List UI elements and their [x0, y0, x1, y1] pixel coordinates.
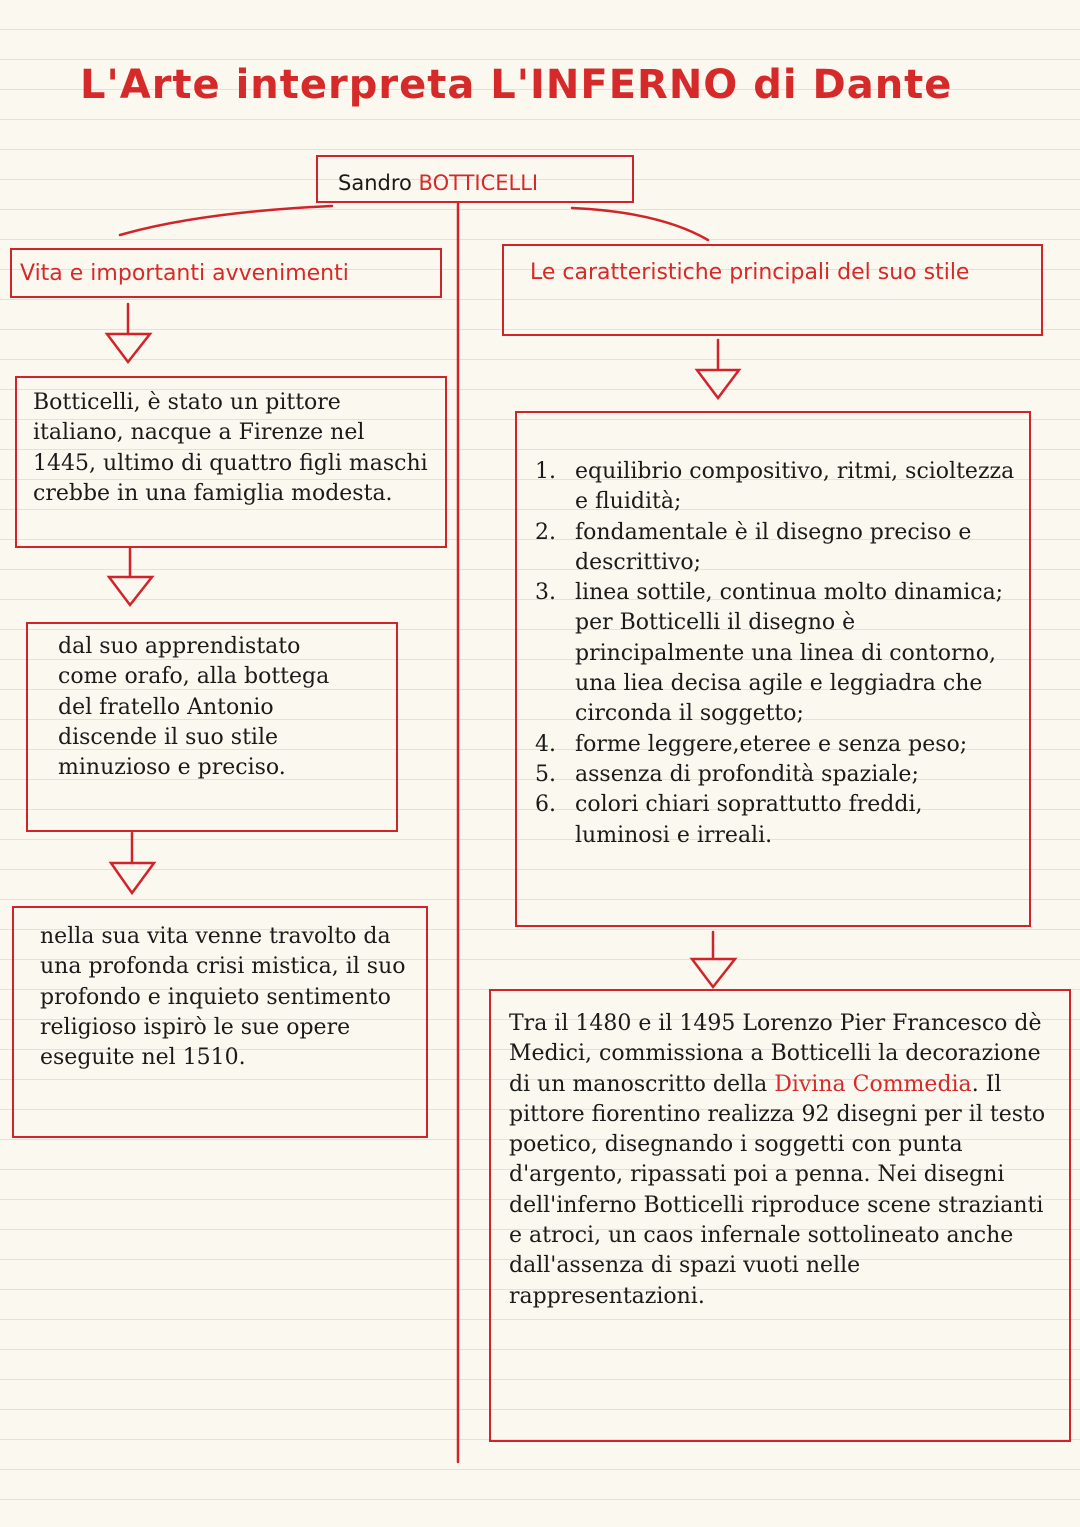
list-item: 3. linea sottile, continua molto dinamica; per Botticelli il disegno è principalmente una linea di contorno, una liea decisa agile e leggiadra che circonda il soggetto;	[535, 580, 1004, 727]
list-item: 1. equilibrio compositivo, ritmi, scioltezza e fluidità;	[535, 459, 1015, 515]
style-list	[535, 457, 1017, 851]
commission-box: Tra il 1480 e il 1495 Lorenzo Pier Francesco dè Medici, commissiona a Botticelli la decorazione di un manoscritto della Divina Commedia. Il pittore fiorentino realizza 92 disegni per il testo poetico, disegnando i soggetti con punta d'argento, ripassati poi a penna. Nei disegni dell'inferno Botticelli riproduce scene strazianti e atroci, un caos infernale sottolineato anche dall'assenza di spazi vuoti nelle rappresentazioni.	[489, 989, 1071, 1442]
list-item: 5. assenza di profondità spaziale;	[535, 761, 919, 787]
arrow-down-icon	[109, 548, 152, 605]
style-list-box	[515, 411, 1031, 927]
left-box-1: Botticelli, è stato un pittore italiano, nacque a Firenze nel 1445, ultimo di quattro figli maschi crebbe in una famiglia modesta.	[15, 376, 447, 548]
arrow-down-icon	[107, 304, 150, 362]
root-first-name: Sandro	[338, 171, 412, 195]
list-item: 4. forme leggere,eteree e senza peso;	[535, 731, 968, 757]
list-item: 2. fondamentale è il disegno preciso e descrittivo;	[535, 519, 972, 575]
page-title: L'Arte interpreta L'INFERNO di Dante	[80, 62, 953, 108]
right-header: Le caratteristiche principali del suo stile	[502, 244, 1043, 336]
highlight-text: Divina Commedia	[774, 1071, 972, 1097]
branch-left	[120, 206, 332, 235]
left-box-2: dal suo apprendistato come orafo, alla bottega del fratello Antonio discende il suo stile minuzioso e preciso.	[26, 622, 398, 832]
root-last-name: BOTTICELLI	[418, 171, 539, 195]
arrow-down-icon	[692, 932, 735, 987]
left-header: Vita e importanti avvenimenti	[10, 248, 442, 298]
arrow-down-icon	[697, 340, 739, 398]
root-node	[316, 155, 634, 203]
list-item: 6. colori chiari soprattutto freddi, luminosi e irreali.	[535, 792, 923, 848]
branch-right	[572, 208, 708, 240]
arrow-down-icon	[111, 833, 154, 893]
left-box-3: nella sua vita venne travolto da una profonda crisi mistica, il suo profondo e inquieto sentimento religioso ispirò le sue opere eseguite nel 1510.	[12, 906, 428, 1138]
